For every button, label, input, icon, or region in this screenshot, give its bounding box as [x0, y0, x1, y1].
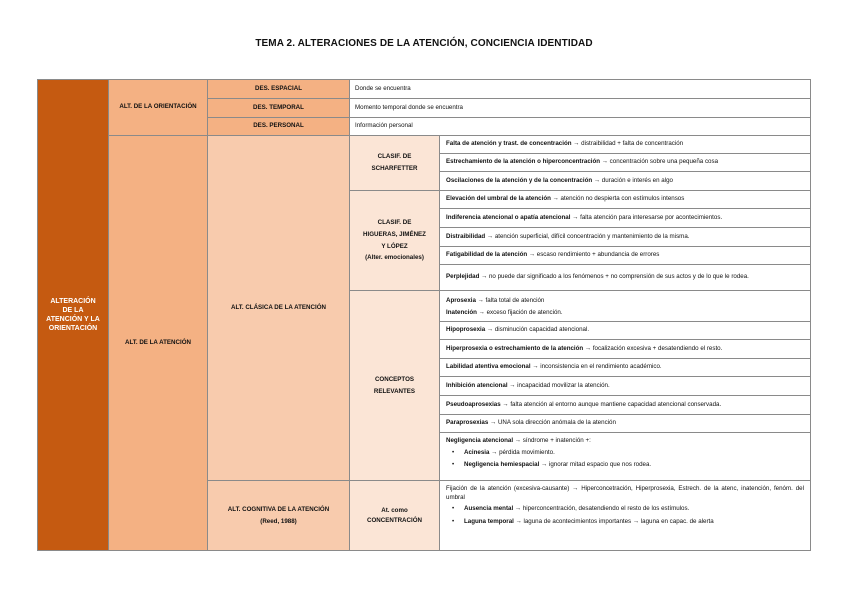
higueras-text-2: → falta atención para interesarse por acontecimientos. — [570, 213, 723, 221]
conceptos-term-4: Inhibición atencional — [446, 381, 508, 389]
concentracion-item-term-1: Ausencia mental — [464, 505, 514, 513]
conceptos-text-3: → inconsistencia en el rendimiento académico. — [530, 363, 662, 371]
scharfetter-text-1: → distraibilidad + falta de concentración — [571, 140, 684, 148]
des-espacial-desc-cell — [349, 79, 811, 99]
cognitiva-label-cell — [207, 480, 350, 551]
conceptos-text-4: → incapacidad movilizar la atención. — [507, 381, 610, 389]
aprosexia-term: Aprosexia — [446, 297, 476, 304]
des-espacial-label: DES. ESPACIAL — [255, 84, 302, 92]
des-temporal-desc: Momento temporal donde se encuentra — [355, 103, 464, 111]
higueras-term-4: Fatigabilidad de la atención — [446, 251, 528, 259]
conceptos-row-4 — [439, 376, 811, 396]
page-title: TEMA 2. ALTERACIONES DE LA ATENCIÓN, CONCIENCIA IDENTIDAD — [255, 38, 593, 49]
concentracion-item-text-2: → laguna de acontecimientos importantes → laguna en capac. de alerta — [513, 518, 714, 526]
higueras-row-5 — [439, 264, 811, 291]
negligencia-list — [446, 449, 810, 470]
scharfetter-term-3: Oscilaciones de la atención y de la concentración — [446, 176, 593, 184]
higueras-text-5: → no puede dar significado a los fenómenos + no comprensión de sus actos y de lo que le rodea. — [479, 273, 749, 281]
concentracion-desc-cell — [439, 480, 811, 551]
scharfetter-row-3 — [439, 171, 811, 191]
main-category-label: ALTERACIÓN DE LA ATENCIÓN Y LA ORIENTACIÓN — [46, 297, 100, 333]
higueras-term-1: Elevación del umbral de la atención — [446, 195, 551, 203]
higueras-row-1 — [439, 190, 811, 209]
conceptos-term-3: Labilidad atentiva emocional — [446, 363, 531, 371]
clasica-label: ALT. CLÁSICA DE LA ATENCIÓN — [231, 303, 326, 311]
scharfetter-term-1: Falta de atención y trast. de concentración — [446, 140, 572, 148]
negligencia-term: Negligencia atencional — [446, 437, 514, 444]
conceptos-row-6 — [439, 414, 811, 433]
negligencia-item-text-1: → pérdida movimiento. — [489, 448, 555, 456]
higueras-label-cell — [349, 190, 440, 291]
orientacion-label: ALT. DE LA ORIENTACIÓN — [119, 103, 197, 111]
des-personal-label: DES. PERSONAL — [253, 122, 304, 130]
des-personal-cell — [207, 117, 350, 136]
scharfetter-label: CLASIF. DE SCHARFETTER — [371, 153, 418, 172]
concentracion-label-cell — [349, 480, 440, 551]
negligencia-text: → síndrome + inatención +: — [513, 437, 591, 444]
negligencia-item-term-1: Acinesia — [464, 448, 490, 456]
higueras-term-5: Perplejidad — [446, 273, 480, 281]
higueras-text-4: → escaso rendimiento + abundancia de errores — [527, 251, 660, 259]
conceptos-label-cell — [349, 290, 440, 481]
conceptos-row-aprosexia — [439, 290, 811, 322]
scharfetter-label-cell — [349, 135, 440, 191]
concentracion-label: At. como CONCENTRACIÓN — [367, 507, 422, 524]
conceptos-row-1 — [439, 321, 811, 340]
bullet-icon: • — [452, 448, 455, 456]
higueras-sublabel: (Alter. emocionales) — [365, 254, 424, 262]
higueras-label: CLASIF. DE HIGUERAS, JIMÉNEZ Y LÓPEZ — [363, 218, 426, 250]
scharfetter-term-2: Estrechamiento de la atención o hiperconcentración — [446, 158, 601, 166]
conceptos-term-1: Hipoprosexia — [446, 326, 486, 334]
conceptos-row-negligencia — [439, 432, 811, 481]
des-temporal-desc-cell — [349, 98, 811, 118]
conceptos-row-5 — [439, 395, 811, 415]
inatencion-term: Inatención — [446, 308, 477, 316]
scharfetter-row-2 — [439, 153, 811, 172]
scharfetter-row-1 — [439, 135, 811, 154]
atencion-label: ALT. DE LA ATENCIÓN — [125, 338, 191, 346]
cognitiva-label: ALT. COGNITIVA DE LA ATENCIÓN (Reed, 1988) — [227, 505, 330, 525]
concentracion-text: Fijación de la atención (excesiva-causante) → Hiperconcetración, Hiperprosexia, Estrech. de la atenc, inatención, fenóm. del umbral — [446, 485, 804, 501]
atencion-label-cell — [108, 135, 208, 551]
clasica-label-cell — [207, 135, 350, 481]
des-personal-desc-cell — [349, 117, 811, 136]
des-espacial-desc: Donde se encuentra — [355, 84, 411, 92]
conceptos-row-2 — [439, 339, 811, 359]
conceptos-term-6: Paraprosexias — [446, 419, 489, 427]
list-item — [452, 461, 810, 470]
conceptos-row-3 — [439, 358, 811, 377]
conceptos-text-1: → disminución capacidad atencional. — [485, 326, 590, 334]
higueras-row-4 — [439, 246, 811, 265]
orientacion-label-cell — [108, 79, 208, 136]
higueras-term-3: Distraibilidad — [446, 232, 486, 240]
negligencia-item-text-2: → ignorar mitad espacio que nos rodea. — [539, 461, 652, 469]
conceptos-term-5: Pseudoaprosexias — [446, 400, 501, 408]
conceptos-text-2: → focalización excesiva + desatendiendo el resto. — [583, 344, 723, 352]
higueras-term-2: Indiferencia atencional o apatía atencional — [446, 213, 571, 221]
inatencion-text: → exceso fijación de atención. — [476, 308, 563, 316]
scharfetter-text-2: → concentración sobre una pequeña cosa — [600, 158, 719, 166]
des-temporal-cell — [207, 98, 350, 118]
negligencia-item-term-2: Negligencia hemiespacial — [464, 461, 540, 469]
des-personal-desc: Información personal — [355, 122, 413, 130]
bullet-icon: • — [452, 461, 455, 469]
conceptos-text-6: → UNA sola dirección anómala de la atención — [488, 419, 616, 427]
higueras-row-2 — [439, 208, 811, 228]
list-item — [452, 518, 804, 527]
conceptos-text-5: → falta atención al entorno aunque mantiene capacidad atencional conservada. — [500, 400, 722, 408]
des-temporal-label: DES. TEMPORAL — [253, 103, 304, 111]
higueras-row-3 — [439, 227, 811, 247]
conceptos-label: CONCEPTOS RELEVANTES — [373, 375, 416, 395]
main-category-cell — [37, 79, 109, 551]
concentracion-list — [446, 505, 804, 526]
list-item — [452, 505, 804, 514]
bullet-icon: • — [452, 518, 455, 526]
list-item — [452, 449, 810, 458]
des-espacial-cell — [207, 79, 350, 99]
bullet-icon: • — [452, 505, 455, 513]
aprosexia-text: → falta total de atención — [475, 297, 545, 304]
higueras-text-1: → atención no despierta con estímulos intensos — [550, 195, 685, 203]
scharfetter-text-3: → duración e interés en algo — [592, 176, 673, 184]
conceptos-term-2: Hiperprosexia o estrechamiento de la atención — [446, 344, 584, 352]
concentracion-item-term-2: Laguna temporal — [464, 518, 514, 526]
higueras-text-3: → atención superficial, difícil concentración y mantenimiento de la misma. — [485, 232, 690, 240]
concentracion-item-text-1: → hiperconcentración, desatendiendo el resto de los estímulos. — [513, 505, 690, 513]
